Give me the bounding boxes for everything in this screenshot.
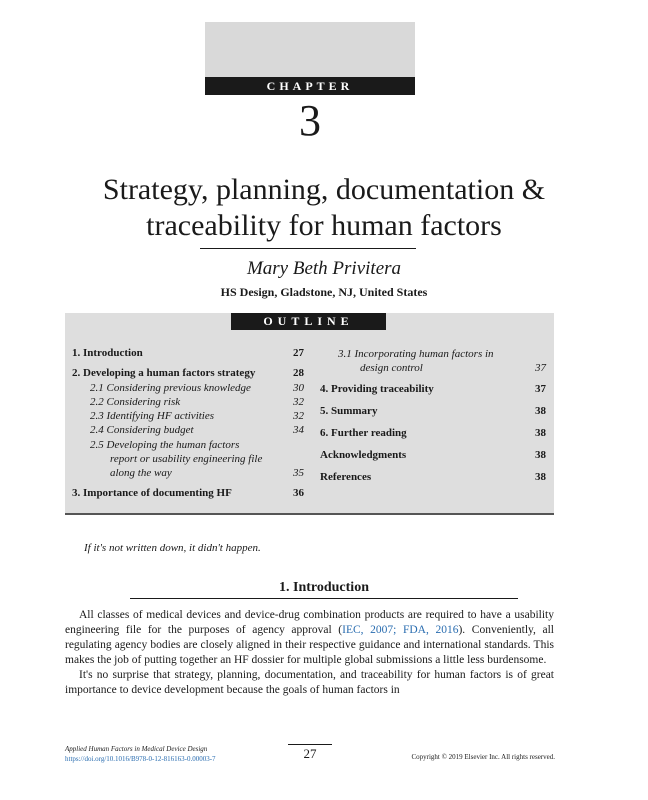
toc-item-strategy[interactable]: 2. Developing a human factors strategy 28	[72, 367, 304, 379]
toc-item-acknowledgments[interactable]: Acknowledgments 38	[320, 449, 546, 461]
toc-item-references[interactable]: References 38	[320, 471, 546, 483]
chapter-number: 3	[299, 96, 321, 145]
outline-label: OUTLINE	[231, 313, 386, 330]
chapter-title	[40, 172, 608, 244]
paragraph-1: All classes of medical devices and device-drug combination products are required to have a usability engineering file for the purposes of agency approval (IEC, 2007; FDA, 2016). Conveniently, all regulating agency bodies are closely aligned in their respective guidance and international standards. This makes the job of putting together an HF dossier for multiple global submissions a little less burdensome.	[65, 609, 555, 666]
page-number: 27	[303, 746, 317, 761]
paragraph-2: It's no surprise that strategy, planning, documentation, and traceability for human factors is of great importance to device development because the goals of human factors in	[65, 669, 554, 696]
outline-left-column	[72, 347, 304, 502]
toc-item-design-control[interactable]: 3.1 Incorporating human factors in design control 37	[338, 348, 546, 374]
toc-item-further-reading[interactable]: 6. Further reading 38	[320, 427, 546, 439]
page-number-rule	[288, 744, 332, 745]
citation-link[interactable]: IEC, 2007; FDA, 2016	[342, 624, 459, 636]
chapter-header-block	[205, 22, 415, 78]
chapter-title-line-1: Strategy, planning, documentation &	[102, 173, 546, 206]
toc-item-previous-knowledge[interactable]: 2.1 Considering previous knowledge 30	[90, 382, 304, 394]
footer-copyright: Copyright © 2019 Elsevier Inc. All rights reserved.	[411, 753, 555, 761]
footer-doi-link[interactable]: https://doi.org/10.1016/B978-0-12-816163-0.00003-7	[65, 755, 216, 763]
footer-book-title: Applied Human Factors in Medical Device Design	[65, 745, 208, 753]
chapter-label: CHAPTER	[205, 77, 415, 95]
body-text	[65, 608, 554, 698]
toc-item-documenting-hf[interactable]: 3. Importance of documenting HF 36	[72, 487, 304, 499]
toc-item-hf-activities[interactable]: 2.3 Identifying HF activities 32	[90, 410, 304, 422]
outline-right-column	[320, 347, 546, 493]
toc-item-hf-report[interactable]: 2.5 Developing the human factors report or usability engineering file along the way 35	[90, 439, 304, 479]
toc-item-risk[interactable]: 2.2 Considering risk 32	[90, 396, 304, 408]
section-divider	[130, 598, 518, 599]
toc-item-traceability[interactable]: 4. Providing traceability 37	[320, 383, 546, 395]
toc-item-introduction[interactable]: 1. Introduction 27	[72, 347, 304, 359]
title-divider	[200, 248, 416, 249]
epigraph: If it's not written down, it didn't happen.	[84, 542, 261, 554]
chapter-title-line-2: traceability for human factors	[146, 209, 502, 242]
toc-item-summary[interactable]: 5. Summary 38	[320, 405, 546, 417]
author-affiliation: HS Design, Gladstone, NJ, United States	[220, 285, 428, 299]
section-heading-introduction: 1. Introduction	[279, 580, 369, 595]
author-name: Mary Beth Privitera	[246, 258, 402, 279]
toc-item-budget[interactable]: 2.4 Considering budget 34	[90, 424, 304, 436]
footer-source	[65, 744, 216, 764]
